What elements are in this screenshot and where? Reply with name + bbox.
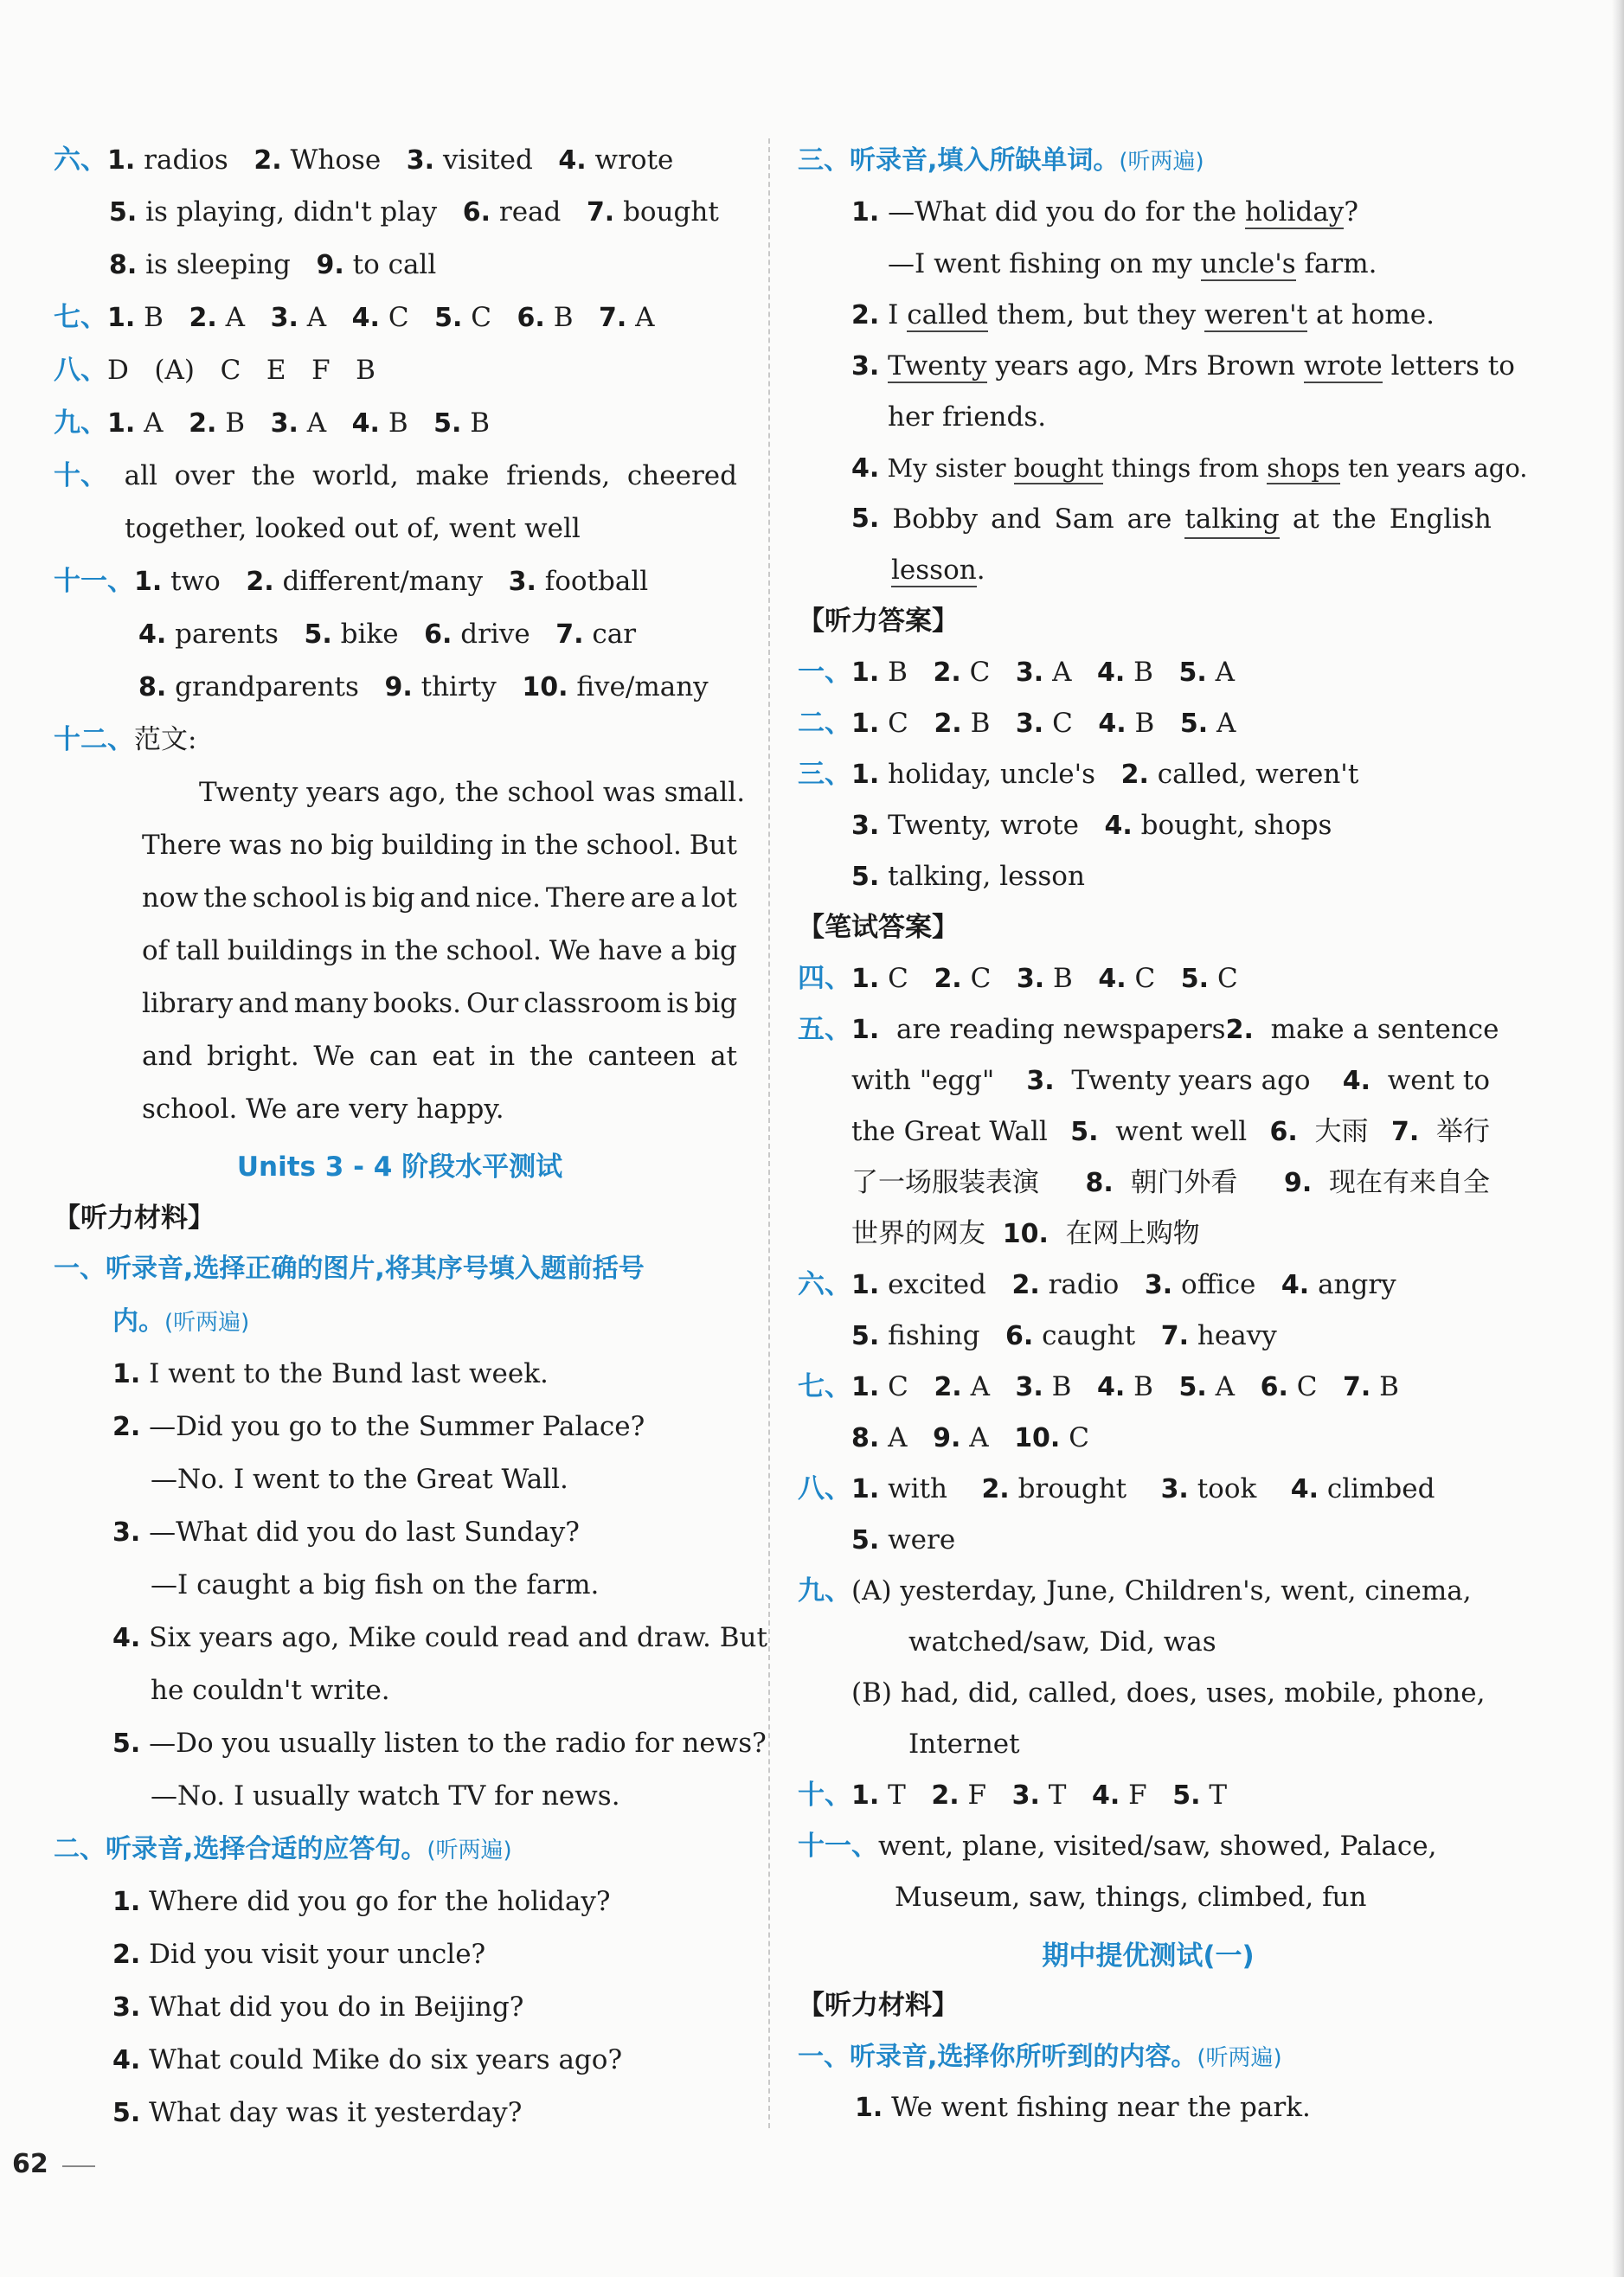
q1-line5: —I caught a big fish on the farm. [151,1569,600,1600]
s10-line2: together, looked out of, went well [125,513,581,544]
listen-answers-heading: 【听力答案】 [798,606,959,637]
s11-line1: 十一、1. two 2. different/many 3. football [54,566,649,597]
a5-line3: the Great Wall 5. went well 6. 大雨 7. 举行 [851,1116,1490,1147]
a6-line1: 六、1. excited 2. radio 3. office 4. angry [798,1269,1396,1300]
s9-line: 九、1. A 2. B 3. A 4. B 5. B [54,407,491,439]
written-answers-heading: 【笔试答案】 [798,912,959,943]
q2-line2: 2. Did you visit your uncle? [112,1939,486,1970]
s7-line: 七、1. B 2. A 3. A 4. C 5. C 6. B 7. A [54,302,655,333]
q3-title: 三、听录音,填入所缺单词。(听两遍) [798,145,1204,176]
a4-line: 四、1. C 2. C 3. B 4. C 5. C [798,963,1238,994]
q3-line1b: —I went fishing on my uncle's farm. [888,248,1377,279]
a6-line2: 5. fishing 6. caught 7. heavy [851,1320,1277,1351]
q1-title-line1: 一、听录音,选择正确的图片,将其序号填入题前括号 [54,1254,645,1284]
q3-line5: 5. Bobby and Sam are talking at the English [851,501,1492,539]
a10-line: 十、1. T 2. F 3. T 4. F 5. T [798,1780,1228,1811]
a2-line: 二、1. C 2. B 3. C 4. B 5. A [798,708,1236,739]
page-edge-shadow [1612,0,1624,2277]
a3-line1: 三、1. holiday, uncle's 2. called, weren't [798,759,1359,790]
q1-title-line2: 内。(听两遍) [112,1306,250,1337]
q2-line3: 3. What did you do in Beijing? [112,1992,524,2023]
q3-line3: 3. Twenty years ago, Mrs Brown wrote letters to [851,350,1515,382]
s12-heading: 十二、范文: [54,724,197,755]
a7-line1: 七、1. C 2. A 3. B 4. B 5. A 6. C 7. B [798,1371,1399,1402]
q1-line2: 2. —Did you go to the Summer Palace? [112,1411,645,1442]
essay-line2: There was no big building in the school. But [142,830,737,861]
m1-title: 一、听录音,选择你所听到的内容。(听两遍) [798,2042,1282,2072]
s6-line2: 5. is playing, didn't play 6. read 7. bought [109,196,719,228]
m1-line1: 1. We went fishing near the park. [855,2092,1311,2123]
a5-line2: with "egg" 3. Twenty years ago 4. went to [851,1065,1490,1096]
s11-line3: 8. grandparents 9. thirty 10. five/many [138,671,709,702]
q3-line4: 4. My sister bought things from shops ten years ago. [851,453,1528,484]
a7-line2: 8. A 9. A 10. C [851,1422,1089,1453]
page-number-dash [62,2165,95,2167]
listen-material-heading-2: 【听力材料】 [798,1990,959,2021]
s8-line: 八、D (A) C E F B [54,355,376,386]
a3-line2: 3. Twenty, wrote 4. bought, shops [851,810,1332,841]
midterm-title: 期中提优测试(一) [1042,1940,1255,1972]
essay-line4: of tall buildings in the school. We have a big [142,935,737,966]
q1-line3: —No. I went to the Great Wall. [151,1464,568,1495]
unit-test-title: Units 3 - 4 阶段水平测试 [236,1151,563,1183]
a5-line5: 世界的网友 10. 在网上购物 [851,1218,1200,1249]
essay-line6: and bright. We can eat in the canteen at [142,1041,737,1072]
essay-line1: Twenty years ago, the school was small. [199,777,746,808]
s11-line2: 4. parents 5. bike 6. drive 7. car [138,619,637,650]
a1-line: 一、1. B 2. C 3. A 4. B 5. A [798,657,1236,688]
a8-line1: 八、1. with 2. brought 3. took 4. climbed [798,1473,1435,1504]
q3-line5b: lesson. [891,555,985,586]
q2-line5: 5. What day was it yesterday? [112,2097,523,2128]
listen-material-heading: 【听力材料】 [54,1203,215,1234]
q3-line3b: her friends. [888,401,1047,433]
essay-line5: library and many books. Our classroom is big [142,988,737,1019]
a11-line2: Museum, saw, things, climbed, fun [895,1882,1367,1913]
a9-lineB2: Internet [908,1729,1020,1760]
q3-line1: 1. —What did you do for the holiday? [851,196,1358,228]
column-divider [768,138,770,2128]
q1-line1: 1. I went to the Bund last week. [112,1358,549,1389]
a5-line1: 五、1. are reading newspapers 2. make a sentence [798,1014,1499,1045]
q3-line2: 2. I called them, but they weren't at home. [851,299,1435,330]
page-number: 62 [12,2149,48,2179]
q2-line1: 1. Where did you go for the holiday? [112,1886,611,1917]
essay-line3: now the school is big and nice. There are a lot [142,882,737,914]
s6-line3: 8. is sleeping 9. to call [109,249,437,280]
q2-title: 二、听录音,选择合适的应答句。(听两遍) [54,1834,512,1864]
a3-line3: 5. talking, lesson [851,861,1085,892]
a9-lineB: (B) had, did, called, does, uses, mobile, phone, [851,1677,1486,1709]
a9-lineA2: watched/saw, Did, was [908,1626,1216,1658]
q2-line4: 4. What could Mike do six years ago? [112,2044,623,2075]
q1-line9: —No. I usually watch TV for news. [151,1780,620,1812]
a9-lineA: 九、(A) yesterday, June, Children's, went, cinema, [798,1575,1472,1607]
q1-line4: 3. —What did you do last Sunday? [112,1517,580,1548]
essay-line7: school. We are very happy. [142,1094,504,1125]
q1-line6: 4. Six years ago, Mike could read and draw. But [112,1622,767,1653]
s10-line1: 十、 all over the world, make friends, cheered [54,460,737,491]
q1-line8: 5. —Do you usually listen to the radio for news? [112,1728,767,1759]
a11-line1: 十一、went, plane, visited/saw, showed, Palace, [798,1831,1437,1862]
s6-line1: 六、1. radios 2. Whose 3. visited 4. wrote [54,144,674,176]
a5-line4: 了一场服装表演 8. 朝门外看 9. 现在有来自全 [851,1167,1490,1198]
a8-line2: 5. were [851,1524,956,1555]
q1-line7: he couldn't write. [151,1675,390,1706]
